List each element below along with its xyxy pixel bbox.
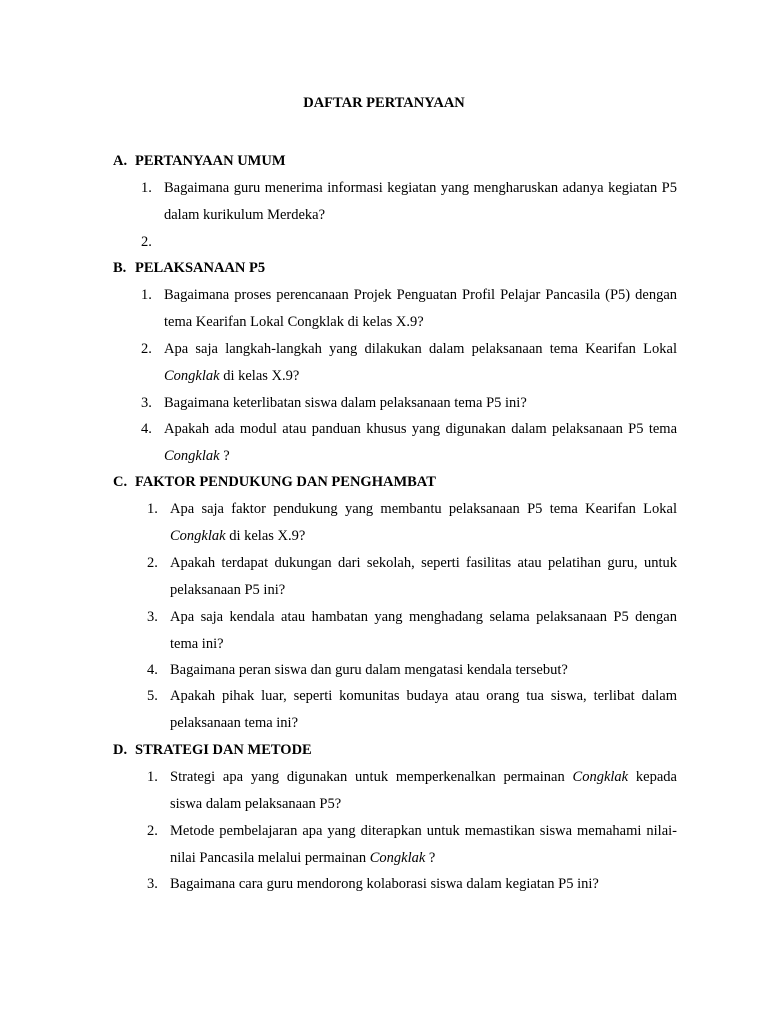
- section-letter: C.: [113, 474, 128, 490]
- question-text: Bagaimana peran siswa dan guru dalam mengatasi kendala tersebut?: [170, 662, 568, 678]
- section-heading-c: [113, 472, 436, 492]
- question-item: [141, 336, 677, 390]
- question-text: [164, 229, 677, 256]
- question-number: 2.: [141, 341, 152, 357]
- question-number: 1.: [141, 180, 152, 196]
- section-title: FAKTOR PENDUKUNG DAN PENGHAMBAT: [135, 474, 436, 490]
- question-text: Bagaimana guru menerima informasi kegiatan yang mengharuskan adanya kegiatan P5 dalam kurikulum Merdeka?: [164, 180, 677, 223]
- question-item: [147, 683, 677, 737]
- question-item: [147, 604, 677, 658]
- question-item: [141, 416, 677, 470]
- page-title: DAFTAR PERTANYAAN: [303, 95, 465, 111]
- question-item: [141, 282, 677, 336]
- section-heading-a: [113, 151, 286, 171]
- question-text: Bagaimana proses perencanaan Projek Penguatan Profil Pelajar Pancasila (P5) dengan tema Kearifan Lokal Congklak di kelas X.9?: [164, 287, 677, 330]
- question-item: [141, 229, 677, 256]
- question-item: [147, 871, 677, 898]
- question-text: Apa saja kendala atau hambatan yang menghadang selama pelaksanaan P5 dengan tema ini?: [170, 609, 677, 652]
- section-letter: D.: [113, 742, 128, 758]
- question-number: 3.: [147, 609, 158, 625]
- question-text: Strategi apa yang digunakan untuk memperkenalkan permainan Congklak kepada siswa dalam pelaksanaan P5?: [170, 769, 677, 812]
- question-text: Bagaimana keterlibatan siswa dalam pelaksanaan tema P5 ini?: [164, 395, 527, 411]
- section-title: STRATEGI DAN METODE: [135, 742, 312, 758]
- question-item: [147, 550, 677, 604]
- question-item: [147, 764, 677, 818]
- question-number: 2.: [147, 823, 158, 839]
- question-number: 4.: [141, 421, 152, 437]
- section-title: PELAKSANAAN P5: [135, 260, 266, 276]
- question-text: Apakah terdapat dukungan dari sekolah, seperti fasilitas atau pelatihan guru, untuk pelaksanaan P5 ini?: [170, 555, 677, 598]
- question-item: [147, 496, 677, 550]
- question-number: 1.: [147, 501, 158, 517]
- section-title: PERTANYAAN UMUM: [135, 153, 286, 169]
- question-number: 1.: [147, 769, 158, 785]
- question-text: Metode pembelajaran apa yang diterapkan untuk memastikan siswa memahami nilai-nilai Pancasila melalui permainan Congklak ?: [170, 823, 677, 866]
- question-item: [147, 818, 677, 872]
- section-letter: A.: [113, 153, 128, 169]
- question-item: [141, 390, 677, 417]
- question-number: 2.: [147, 555, 158, 571]
- question-number: 4.: [147, 662, 158, 678]
- question-text: Apa saja faktor pendukung yang membantu pelaksanaan P5 tema Kearifan Lokal Congklak di kelas X.9?: [170, 501, 677, 544]
- question-text: Apakah ada modul atau panduan khusus yang digunakan dalam pelaksanaan P5 tema Congklak ?: [164, 421, 677, 464]
- question-number: 5.: [147, 688, 158, 704]
- question-number: 1.: [141, 287, 152, 303]
- question-number: 3.: [147, 876, 158, 892]
- section-letter: B.: [113, 260, 127, 276]
- section-heading-d: [113, 740, 312, 760]
- question-text: Bagaimana cara guru mendorong kolaborasi siswa dalam kegiatan P5 ini?: [170, 876, 599, 892]
- section-heading-b: [113, 258, 265, 278]
- question-number: 3.: [141, 395, 152, 411]
- question-item: [147, 657, 677, 684]
- question-number: 2.: [141, 234, 152, 250]
- question-text: Apa saja langkah-langkah yang dilakukan dalam pelaksanaan tema Kearifan Lokal Congklak di kelas X.9?: [164, 341, 677, 384]
- question-text: Apakah pihak luar, seperti komunitas budaya atau orang tua siswa, terlibat dalam pelaksanaan tema ini?: [170, 688, 677, 731]
- question-item: [141, 175, 677, 229]
